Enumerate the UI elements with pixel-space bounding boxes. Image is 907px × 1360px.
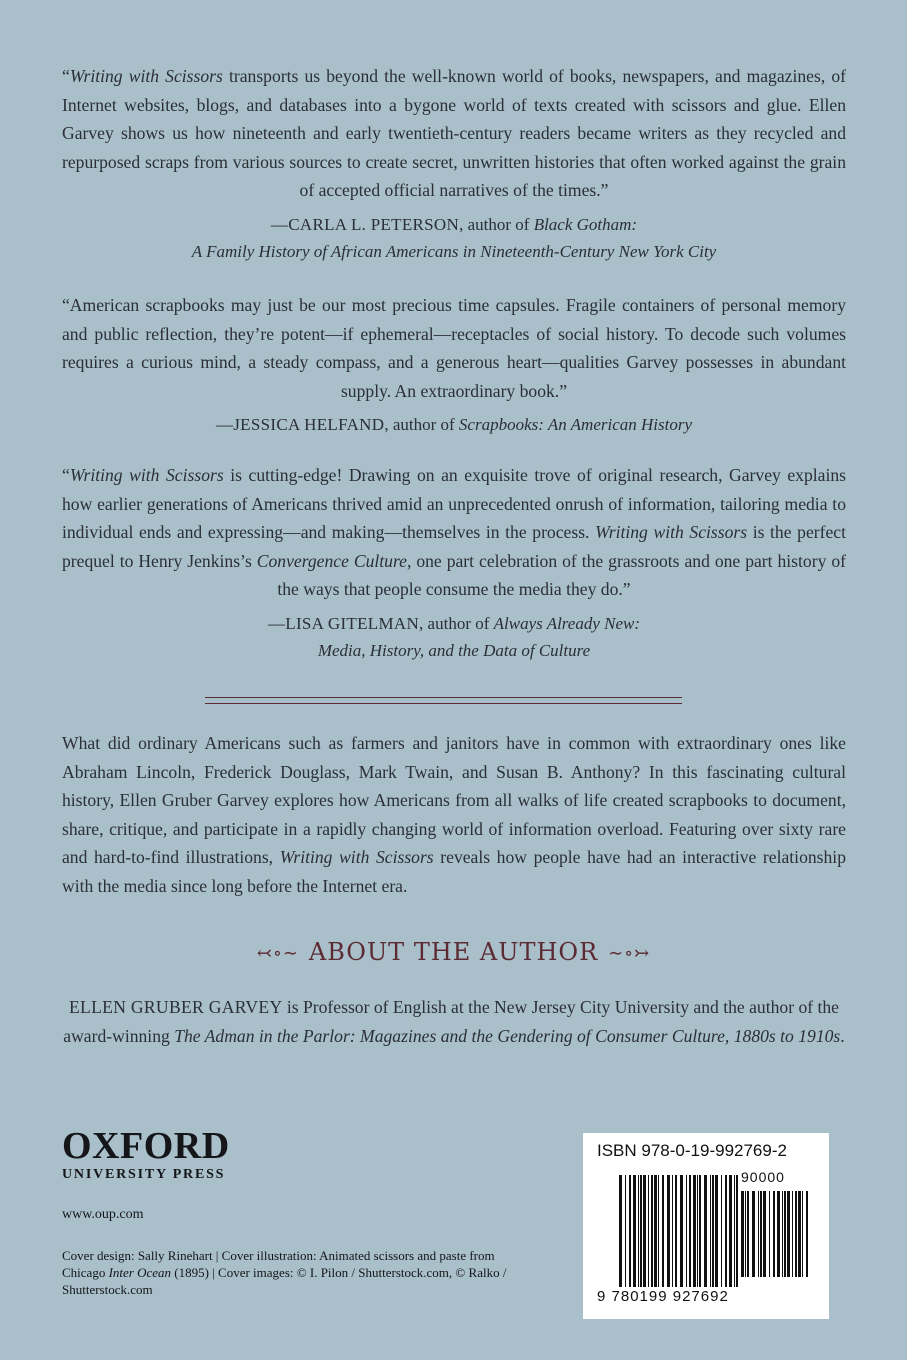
barcode-bar	[648, 1175, 649, 1287]
barcode-bar	[729, 1175, 732, 1287]
barcode-bar	[745, 1191, 746, 1277]
cover-credits: Cover design: Sally Rinehart | Cover illustration: Animated scissors and paste from Chicago Inter Ocean (1895) | Cover images: © I. Pilon / Shutterstock.com, © Ralko / Shutterstock.com	[62, 1248, 507, 1297]
isbn-number: ISBN 978-0-19-992769-2	[597, 1141, 787, 1160]
barcode-bar	[763, 1191, 766, 1277]
barcode-bar	[712, 1175, 714, 1287]
quote-text: “Writing with Scissors is cutting-edge! Drawing on an exquisite trove of original research, Garvey explains how earlier generations of Americans thrived amid an unprecedented onrush of information, tailoring media to individual ends and expressing—and making—themselves in the process. Writing with Scissors is the perfect prequel to Henry Jenkins’s Convergence Culture, one part celebration of the grassroots and one part history of the ways that people consume the media they do.”	[62, 465, 846, 600]
quote-gitelman	[62, 461, 846, 664]
barcode-bar	[741, 1191, 744, 1277]
barcode-bar	[667, 1175, 670, 1287]
author-bio: ELLEN GRUBER GARVEY is Professor of English at the New Jersey City University and the author of the award-winning The Adman in the Parlor: Magazines and the Gendering of Consumer Culture, 1880s to 1910s.	[63, 997, 845, 1046]
addon-bars-icon	[741, 1191, 811, 1277]
barcode-bar	[736, 1175, 738, 1287]
barcode-bar	[643, 1175, 646, 1287]
barcode-bar	[792, 1191, 793, 1277]
barcode-bar	[795, 1191, 797, 1277]
quote-text: “American scrapbooks may just be our most precious time capsules. Fragile containers of personal memory and public reflection, they’re potent—if ephemeral—receptacles of social history. To decode such volumes requires a curious mind, a steady compass, and a generous heart—qualities Garvey possesses in abundant supply. An extraordinary book.”	[62, 295, 846, 401]
quote-peterson	[62, 62, 846, 265]
barcode-bar	[629, 1175, 631, 1287]
barcode-bar	[725, 1175, 727, 1287]
barcode-bar	[689, 1175, 691, 1287]
barcode-bar	[619, 1175, 622, 1287]
barcode-bar	[658, 1175, 659, 1287]
barcode-bar	[654, 1175, 657, 1287]
barcode-bar	[651, 1175, 653, 1287]
barcode-bar	[693, 1175, 696, 1287]
barcode-bar	[715, 1175, 718, 1287]
barcode-bar	[777, 1191, 780, 1277]
barcode-bar	[782, 1191, 783, 1277]
barcode-bar	[773, 1191, 775, 1277]
barcode-bar	[704, 1175, 707, 1287]
quote-attribution: —CARLA L. PETERSON, author of Black Gotham: A Family History of African Americans in Nineteenth-Century New York City	[191, 214, 717, 261]
barcode-addon-digits: 90000	[741, 1169, 785, 1185]
barcode-bar	[633, 1175, 636, 1287]
barcode-bar	[747, 1191, 749, 1277]
barcode-bar	[680, 1175, 683, 1287]
barcode-bar	[697, 1175, 698, 1287]
quote-helfand	[62, 291, 846, 438]
barcode-bar	[640, 1175, 642, 1287]
barcode-bar	[699, 1175, 701, 1287]
quote-attribution: —JESSICA HELFAND, author of Scrapbooks: An American History	[215, 415, 693, 435]
barcode-bar	[769, 1191, 770, 1277]
barcode-bar	[787, 1191, 790, 1277]
barcode-bar	[662, 1175, 664, 1287]
barcode-bar	[758, 1191, 759, 1277]
isbn-barcode	[583, 1133, 829, 1319]
publisher-logo: OXFORD UNIVERSITY PRESS	[62, 1125, 230, 1182]
barcode-bar	[710, 1175, 711, 1287]
barcode-bar	[625, 1175, 626, 1287]
barcode-bar	[638, 1175, 639, 1287]
barcode-bar	[760, 1191, 762, 1277]
barcode-bar	[798, 1191, 801, 1277]
barcode-bar	[784, 1191, 786, 1277]
double-rule-divider	[205, 697, 682, 704]
ornament-left-icon: ↢∘∼	[256, 943, 299, 964]
barcode-bar	[672, 1175, 673, 1287]
barcode-bars-icon	[619, 1175, 741, 1287]
barcode-bar	[752, 1191, 755, 1277]
ean-digits: 9 780199 927692	[597, 1288, 729, 1305]
barcode-bar	[686, 1175, 687, 1287]
barcode-bar	[734, 1175, 735, 1287]
quote-text: “Writing with Scissors transports us beyond the well-known world of books, newspapers, and magazines, of Internet websites, blogs, and databases into a bygone world of texts created with scissors and glue. Ellen Garvey shows us how nineteenth and early twentieth-century readers became writers as they recycled and repurposed scraps from various sources to create secret, unwritten histories that often worked against the grain of accepted official narratives of the times.”	[62, 66, 846, 201]
barcode-bar	[721, 1175, 722, 1287]
barcode-bar	[802, 1191, 803, 1277]
quote-attribution: —LISA GITELMAN, author of Always Already New: Media, History, and the Data of Culture	[267, 613, 641, 660]
barcode-bar	[806, 1191, 808, 1277]
book-description: What did ordinary Americans such as farmers and janitors have in common with extraordinary ones like Abraham Lincoln, Frederick Douglass, Mark Twain, and Susan B. Anthony? In this fascinating cultural history, Ellen Gruber Garvey explores how Americans from all walks of life created scrapbooks to document, share, critique, and participate in a rapidly changing world of information overload. Featuring over sixty rare and hard-to-find illustrations, Writing with Scissors reveals how people have had an interactive relationship with the media since long before the Internet era.	[62, 733, 846, 896]
about-author-heading: ↢∘∼ ABOUT THE AUTHOR ∼∘↣	[0, 938, 907, 966]
publisher-url: www.oup.com	[62, 1207, 144, 1222]
barcode-bar	[675, 1175, 677, 1287]
ornament-right-icon: ∼∘↣	[608, 943, 651, 964]
